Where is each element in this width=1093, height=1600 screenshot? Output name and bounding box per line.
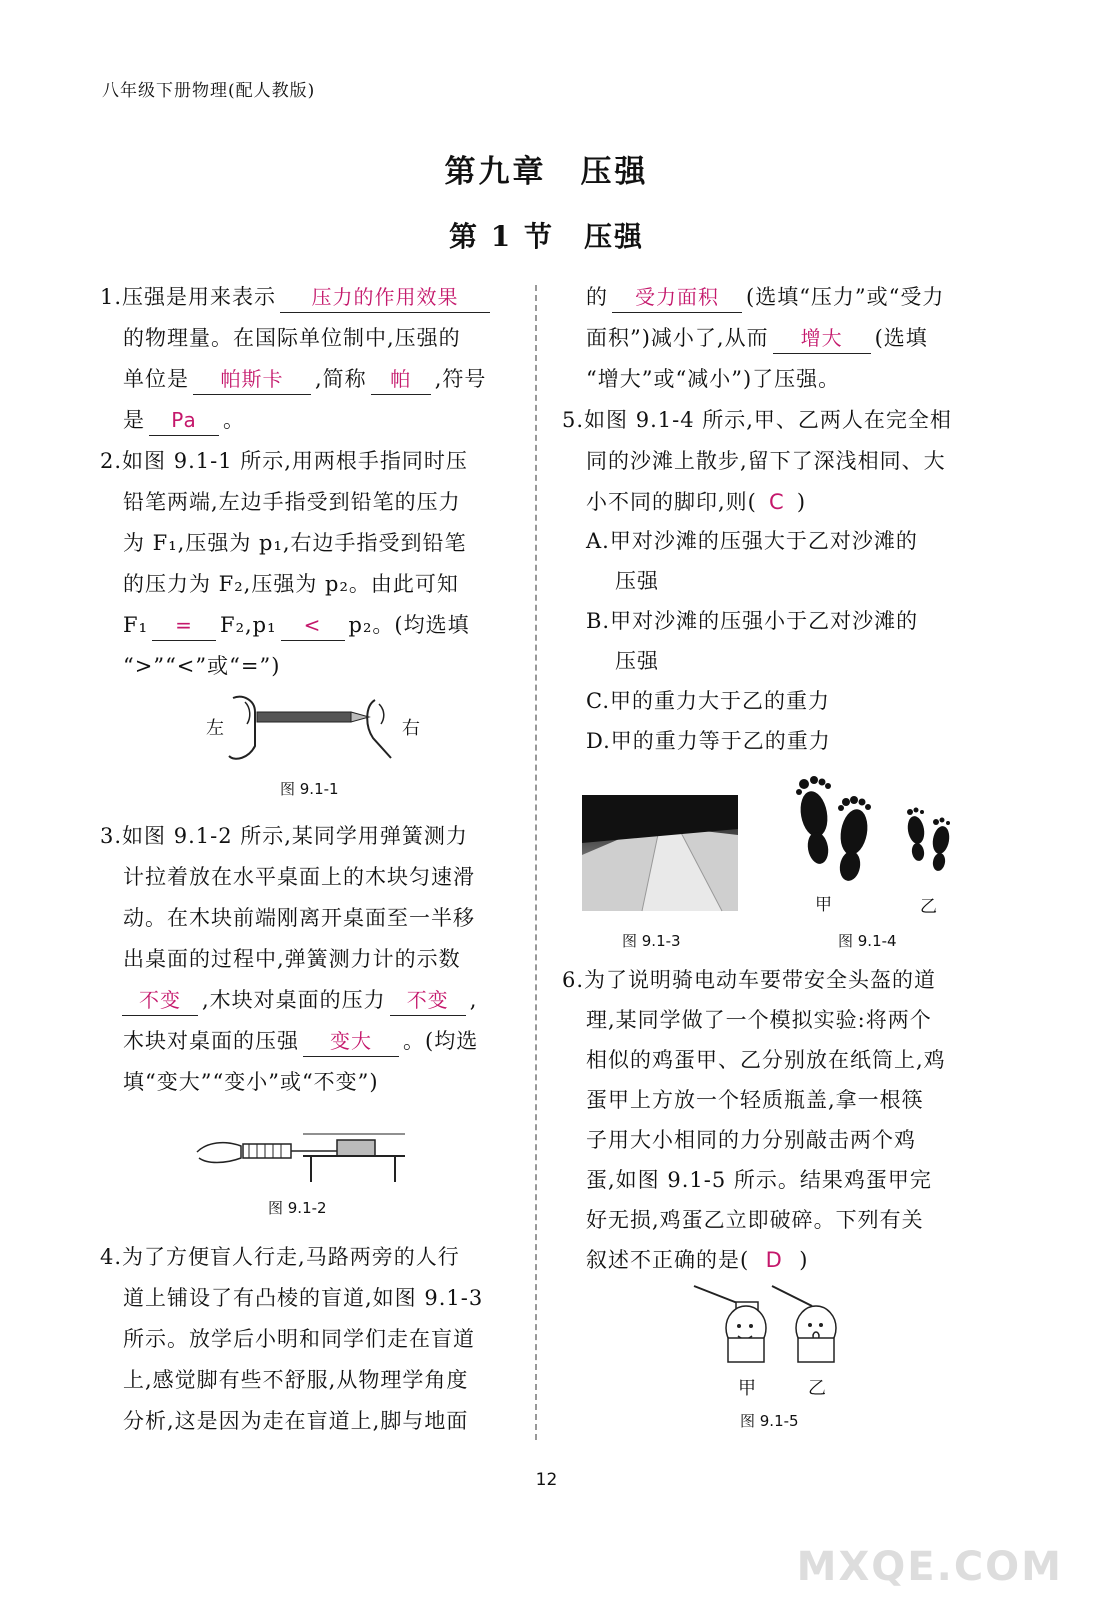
fig4-label-yi: 乙 [920,897,937,917]
q4-line4: 上,感觉脚有些不舒服,从物理学角度 [123,1368,469,1392]
q3-line7: 填“变大”“变小”或“不变”) [123,1070,379,1094]
q2-line5: F₁ = F₂,p₁ < p₂。(均选填 [123,605,470,645]
q5-line1: 5.如图 9.1-4 所示,甲、乙两人在完全相 [562,408,952,432]
q6-line3: 相似的鸡蛋甲、乙分别放在纸筒上,鸡 [586,1048,946,1072]
q5-option-c: C.甲的重力大于乙的重力 [586,689,830,713]
fig1-caption: 图 9.1-1 [280,780,339,798]
fig5-label-jia: 甲 [738,1378,756,1399]
fig5-label-yi: 乙 [808,1378,826,1399]
q2-line3: 为 F₁,压强为 p₁,右边手指受到铅笔 [123,531,467,555]
q4-answer-1: 受力面积 [612,282,742,313]
q5-option-a: A.甲对沙滩的压强大于乙对沙滩的 [586,529,918,553]
q3-line3: 动。在木块前端刚离开桌面至一半移 [123,906,475,930]
fig2-caption: 图 9.1-2 [268,1199,327,1217]
q2-line6: “>”“<”或“=”) [123,654,281,678]
q6-line4: 蛋甲上方放一个轻质瓶盖,拿一根筷 [586,1088,924,1112]
chapter-title: 第九章 压强 [444,154,649,190]
q1-line2: 的物理量。在国际单位制中,压强的 [123,326,461,350]
footprints-figure [788,770,958,885]
page-header: 八年级下册物理(配人教版) [102,81,316,101]
q1-line1: 1.压强是用来表示 压力的作用效果 [100,277,494,317]
fig4-label-jia: 甲 [815,895,832,915]
fig1-right-label: 右 [402,718,420,739]
q2-answer-2: < [281,610,345,641]
q4-line2: 道上铺设了有凸棱的盲道,如图 9.1-3 [123,1286,484,1310]
q5-option-a-cont: 压强 [615,569,659,593]
q1-answer-4: Pa [149,405,219,436]
q6-line1: 6.为了说明骑电动车要带安全头盔的道 [562,968,937,992]
page-number: 12 [535,1470,558,1490]
q2-line4: 的压力为 F₂,压强为 p₂。由此可知 [123,572,459,596]
section-title: 第 1 节 压强 [449,220,644,253]
q1-line3: 单位是 帕斯卡 ,简称 帕 ,符号 [123,359,486,399]
watermark-logo: MXQE.COM [796,1544,1063,1590]
column-divider [535,285,537,1440]
q5-option-b: B.甲对沙滩的压强小于乙对沙滩的 [586,609,919,633]
q4-line3: 所示。放学后小明和同学们走在盲道 [123,1327,475,1351]
q4-answer-2: 增大 [773,323,871,354]
q5-option-b-cont: 压强 [615,649,659,673]
q3-line1: 3.如图 9.1-2 所示,某同学用弹簧测力 [100,824,468,848]
q3-line6: 木块对桌面的压强 变大 。(均选 [123,1021,478,1061]
fig5-caption: 图 9.1-5 [740,1412,799,1430]
eggs-figure [690,1282,850,1364]
q4-line1: 4.为了方便盲人行走,马路两旁的人行 [100,1245,460,1269]
fig3-caption: 图 9.1-3 [622,932,681,950]
q4-right-line1: 的 受力面积 (选填“压力”或“受力 [586,277,944,317]
fig1-left-label: 左 [206,718,224,739]
q3-line2: 计拉着放在水平桌面上的木块匀速滑 [123,865,475,889]
spring-scale-figure [195,1128,410,1183]
q3-answer-2: 不变 [390,985,466,1016]
blind-path-photo [582,795,738,911]
q5-option-d: D.甲的重力等于乙的重力 [586,729,831,753]
q3-answer-3: 变大 [303,1026,399,1057]
q2-line2: 铅笔两端,左边手指受到铅笔的压力 [123,490,461,514]
q6-answer: D [765,1248,783,1272]
q4-line5: 分析,这是因为走在盲道上,脚与地面 [123,1409,469,1433]
fig4-caption: 图 9.1-4 [838,932,897,950]
q1-line4: 是 Pa 。 [123,400,245,440]
q1-answer-3: 帕 [371,364,431,395]
q6-line2: 理,某同学做了一个模拟实验:将两个 [586,1008,932,1032]
q1-answer-2: 帕斯卡 [193,364,311,395]
q5-answer: C [769,490,785,514]
q3-line5: 不变 ,木块对桌面的压力 不变 , [118,980,477,1020]
q3-answer-1: 不变 [122,985,198,1016]
q2-line1: 2.如图 9.1-1 所示,用两根手指同时压 [100,449,468,473]
q4-right-line3: “增大”或“减小”)了压强。 [586,367,841,391]
pencil-figure [225,696,405,764]
q5-line2: 同的沙滩上散步,留下了深浅相同、大 [586,449,946,473]
q5-line3: 小不同的脚印,则( C ) [586,482,806,522]
q3-line4: 出桌面的过程中,弹簧测力计的示数 [123,947,461,971]
q6-line7: 好无损,鸡蛋乙立即破碎。下列有关 [586,1208,924,1232]
q6-line6: 蛋,如图 9.1-5 所示。结果鸡蛋甲完 [586,1168,932,1192]
q2-answer-1: = [152,610,216,641]
q4-right-line2: 面积”)减小了,从而 增大 (选填 [586,318,928,358]
q6-line5: 子用大小相同的力分别敲击两个鸡 [586,1128,916,1152]
q1-answer-1: 压力的作用效果 [280,282,490,313]
q6-line8: 叙述不正确的是( D ) [586,1240,808,1280]
